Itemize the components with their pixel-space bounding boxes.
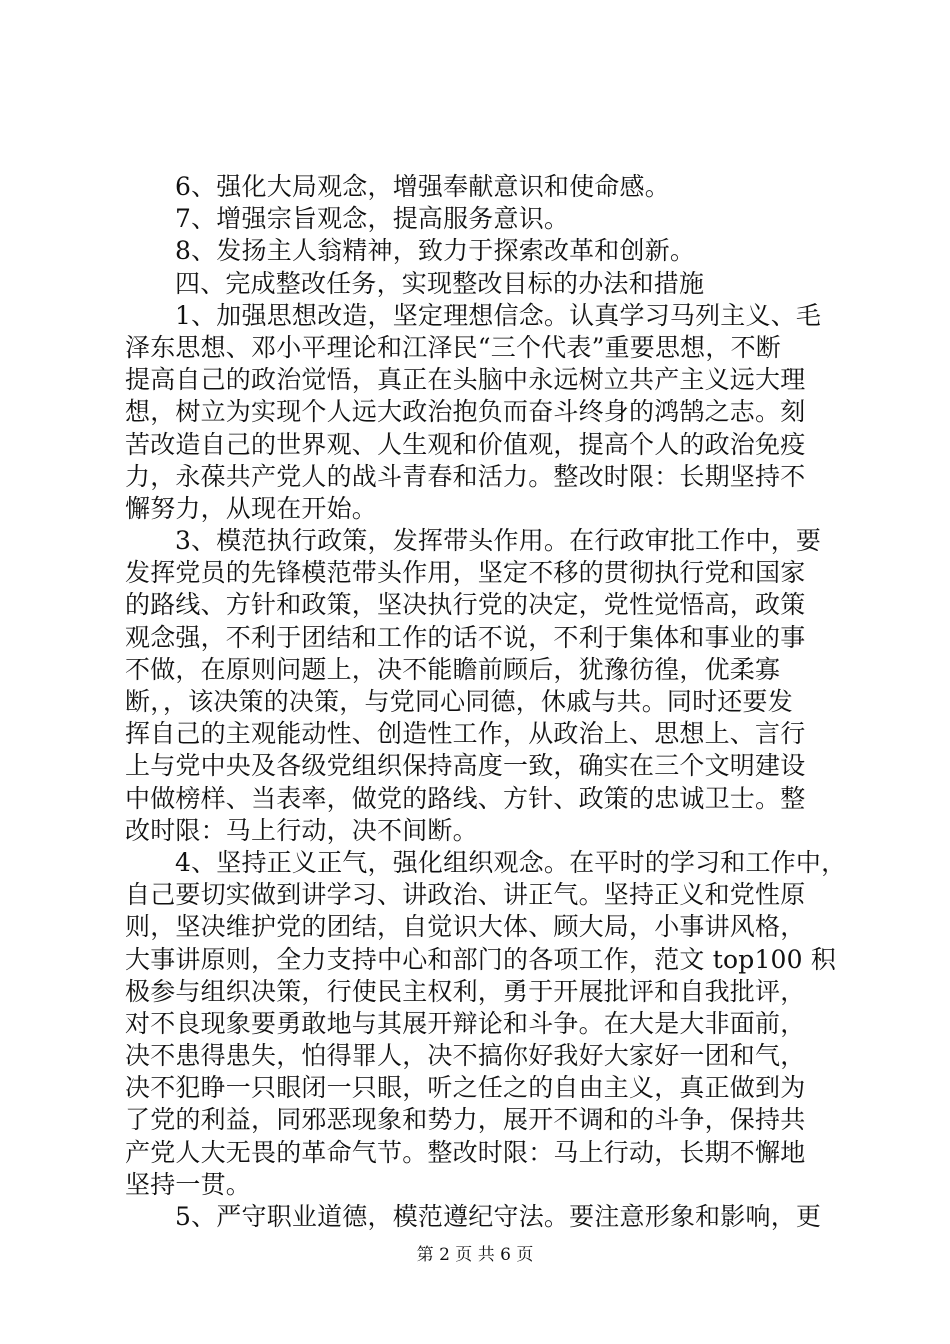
text-line: 泽东思想、邓小平理论和江泽民“三个代表”重要思想，不断 <box>125 332 781 362</box>
text-line: 大事讲原则，全力支持中心和部门的各项工作，范文 top100 积 <box>125 944 837 974</box>
text-line: 懈努力，从现在开始。 <box>125 493 378 523</box>
page-footer: 第 2 页 共 6 页 <box>416 1245 534 1265</box>
text-line: 观念强，不利于团结和工作的话不说，不利于集体和事业的事 <box>125 622 806 652</box>
text-line: 对不良现象要勇敢地与其展开辩论和斗争。在大是大非面前， <box>125 1008 806 1038</box>
text-line: 想，树立为实现个人远大政治抱负而奋斗终身的鸿鹄之志。刻 <box>125 397 806 427</box>
text-line: 不做，在原则问题上，决不能瞻前顾后，犹豫彷徨，优柔寡 <box>125 654 781 684</box>
text-line: 改时限：马上行动，决不间断。 <box>125 815 478 845</box>
text-line: 的路线、方针和政策，坚决执行党的决定，党性觉悟高，政策 <box>125 590 806 620</box>
text-line: 极参与组织决策，行使民主权利，勇于开展批评和自我批评， <box>125 976 806 1006</box>
text-line: 苦改造自己的世界观、人生观和价值观，提高个人的政治免疫 <box>125 429 806 459</box>
text-line: 力，永葆共产党人的战斗青春和活力。整改时限：长期坚持不 <box>125 461 806 491</box>
text-line: 3、模范执行政策，发挥带头作用。在行政审批工作中，要 <box>175 526 822 556</box>
text-line: 坚持一贯。 <box>125 1169 252 1199</box>
text-line: 4、坚持正义正气，强化组织观念。在平时的学习和工作中， <box>175 847 847 877</box>
text-line: 8、发扬主人翁精神，致力于探索改革和创新。 <box>175 236 696 266</box>
document-body <box>125 171 847 1233</box>
text-line: 了党的利益，同邪恶现象和势力，展开不调和的斗争，保持共 <box>125 1105 806 1135</box>
text-line: 中做榜样、当表率，做党的路线、方针、政策的忠诚卫士。整 <box>125 783 806 813</box>
text-line: 产党人大无畏的革命气节。整改时限：马上行动，长期不懈地 <box>125 1137 806 1167</box>
text-line: 7、增强宗旨观念，提高服务意识。 <box>175 204 570 234</box>
text-line: 挥自己的主观能动性、创造性工作，从政治上、思想上、言行 <box>125 719 806 749</box>
text-line: 提高自己的政治觉悟，真正在头脑中永远树立共产主义远大理 <box>125 365 806 395</box>
text-line: 发挥党员的先锋模范带头作用，坚定不移的贯彻执行党和国家 <box>125 558 806 588</box>
text-line: 四、完成整改任务，实现整改目标的办法和措施 <box>175 268 705 298</box>
text-line: 则，坚决维护党的团结，自觉识大体、顾大局，小事讲风格， <box>125 912 806 942</box>
text-line: 6、强化大局观念，增强奉献意识和使命感。 <box>175 172 670 201</box>
text-line: 1、加强思想改造，坚定理想信念。认真学习马列主义、毛 <box>175 300 822 330</box>
text-line: 决不患得患失，怕得罪人，决不搞你好我好大家好一团和气， <box>125 1041 806 1071</box>
text-line: 决不犯睁一只眼闭一只眼，听之任之的自由主义，真正做到为 <box>125 1073 806 1103</box>
text-line: 5、严守职业道德，模范遵纪守法。要注意形象和影响，更 <box>175 1202 822 1231</box>
text-line: 自己要切实做到讲学习、讲政治、讲正气。坚持正义和党性原 <box>125 880 806 910</box>
text-line: 断，，该决策的决策，与党同心同德，休戚与共。同时还要发 <box>125 687 793 716</box>
text-line: 上与党中央及各级党组织保持高度一致，确实在三个文明建设 <box>125 751 806 781</box>
